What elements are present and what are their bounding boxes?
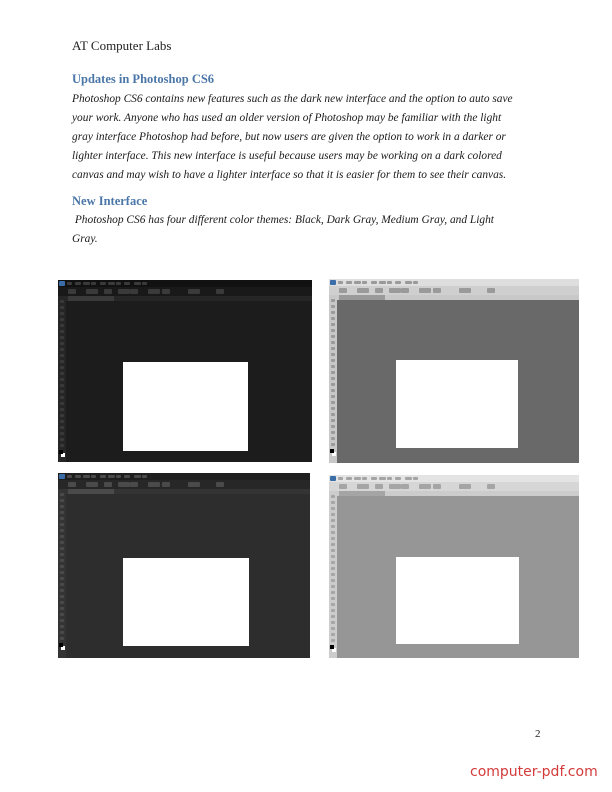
ps-tool-icon <box>331 299 335 302</box>
ps-menu-item <box>142 282 147 285</box>
ps-menu-item <box>354 281 361 284</box>
screenshot-light-gray-theme <box>329 279 579 463</box>
ps-tool-icon <box>331 525 335 528</box>
ps-menubar <box>58 473 310 480</box>
ps-option-control <box>118 482 130 487</box>
ps-tool-icon <box>331 627 335 630</box>
ps-options-bar <box>58 287 312 296</box>
ps-tool-icon <box>60 595 64 598</box>
paragraph-line: canvas and may wish to have a lighter interface so that it is easier for them to see their canvas. <box>72 169 507 181</box>
ps-tool-icon <box>331 341 335 344</box>
ps-option-control <box>375 484 383 489</box>
ps-tool-icon <box>331 495 335 498</box>
ps-tool-icon <box>60 312 64 315</box>
ps-tool-icon <box>60 577 64 580</box>
ps-menu-item <box>83 282 90 285</box>
ps-foreground-swatch <box>59 450 63 454</box>
ps-menu-item <box>338 281 343 284</box>
ps-tool-icon <box>331 519 335 522</box>
ps-menu-item <box>405 281 412 284</box>
ps-menu-item <box>124 475 130 478</box>
ps-tool-icon <box>331 579 335 582</box>
paragraph-line: gray interface Photoshop had before, but now users are given the option to work in a darker or <box>72 131 506 143</box>
ps-menu-item <box>75 282 81 285</box>
page-number: 2 <box>535 728 541 740</box>
ps-document-tab <box>339 295 385 300</box>
ps-option-control <box>104 482 112 487</box>
ps-menu-item <box>371 477 377 480</box>
ps-option-control <box>130 482 138 487</box>
ps-menu-item <box>116 282 121 285</box>
ps-tool-icon <box>331 431 335 434</box>
paragraph-line: Gray. <box>72 233 98 245</box>
ps-option-control <box>162 289 170 294</box>
ps-menu-item <box>142 475 147 478</box>
ps-logo-icon <box>59 474 65 479</box>
ps-option-control <box>401 288 409 293</box>
ps-tool-icon <box>60 378 64 381</box>
paragraph-line: lighter interface. This new interface is useful because users may be working on a dark colored <box>72 150 502 162</box>
ps-option-control <box>401 484 409 489</box>
ps-option-control <box>419 484 431 489</box>
ps-option-control <box>487 484 495 489</box>
ps-option-control <box>339 288 347 293</box>
ps-tool-icon <box>331 359 335 362</box>
ps-tool-icon <box>331 317 335 320</box>
ps-option-control <box>68 289 76 294</box>
screenshot-black-theme <box>58 280 312 462</box>
ps-menu-item <box>387 281 392 284</box>
ps-tool-icon <box>60 607 64 610</box>
ps-option-control <box>357 288 369 293</box>
ps-tool-icon <box>331 383 335 386</box>
ps-foreground-swatch <box>59 643 63 647</box>
ps-tool-icon <box>331 365 335 368</box>
ps-foreground-swatch <box>330 449 334 453</box>
ps-menu-item <box>346 477 352 480</box>
ps-menu-item <box>91 282 96 285</box>
ps-tool-icon <box>60 414 64 417</box>
ps-menu-item <box>405 477 412 480</box>
ps-toolbar <box>58 489 66 658</box>
ps-menubar <box>329 279 579 286</box>
ps-tool-icon <box>331 443 335 446</box>
paragraph-updates <box>72 90 542 185</box>
ps-option-control <box>148 482 160 487</box>
ps-tool-icon <box>60 420 64 423</box>
ps-tool-icon <box>331 389 335 392</box>
ps-tool-icon <box>331 425 335 428</box>
ps-tool-icon <box>331 413 335 416</box>
ps-option-control <box>375 288 383 293</box>
ps-menu-item <box>354 477 361 480</box>
ps-tool-icon <box>331 633 335 636</box>
ps-menu-item <box>413 477 418 480</box>
section-heading-new-interface: New Interface <box>72 194 148 208</box>
ps-tool-icon <box>331 329 335 332</box>
ps-tool-icon <box>60 523 64 526</box>
ps-option-control <box>433 288 441 293</box>
ps-tool-icon <box>331 507 335 510</box>
ps-tool-icon <box>60 589 64 592</box>
ps-tool-icon <box>331 597 335 600</box>
ps-tool-icon <box>331 603 335 606</box>
ps-menu-item <box>108 475 115 478</box>
ps-tool-icon <box>331 311 335 314</box>
ps-tool-icon <box>60 384 64 387</box>
ps-tool-icon <box>60 354 64 357</box>
ps-menu-item <box>134 282 141 285</box>
ps-tool-icon <box>331 537 335 540</box>
ps-canvas <box>396 360 518 448</box>
ps-tool-icon <box>331 323 335 326</box>
watermark: computer-pdf.com <box>470 764 598 780</box>
ps-tool-icon <box>331 585 335 588</box>
ps-option-control <box>216 289 224 294</box>
ps-tool-icon <box>331 513 335 516</box>
ps-tool-icon <box>331 335 335 338</box>
ps-tool-icon <box>60 360 64 363</box>
ps-menu-item <box>67 282 72 285</box>
ps-menu-item <box>395 477 401 480</box>
paragraph-line: your work. Anyone who has used an older version of Photoshop may be familiar with the light <box>72 112 502 124</box>
ps-tool-icon <box>331 621 335 624</box>
ps-tool-icon <box>60 402 64 405</box>
ps-canvas <box>123 362 248 451</box>
ps-tool-icon <box>60 336 64 339</box>
ps-tool-icon <box>60 493 64 496</box>
ps-tool-icon <box>331 371 335 374</box>
ps-tool-icon <box>60 547 64 550</box>
ps-options-bar <box>329 286 579 295</box>
ps-tool-icon <box>331 531 335 534</box>
ps-menu-item <box>91 475 96 478</box>
ps-logo-icon <box>330 476 336 481</box>
running-header: AT Computer Labs <box>72 38 172 53</box>
ps-logo-icon <box>59 281 65 286</box>
ps-option-control <box>130 289 138 294</box>
ps-tool-icon <box>60 408 64 411</box>
section-heading-updates: Updates in Photoshop CS6 <box>72 72 215 86</box>
ps-tool-icon <box>331 549 335 552</box>
ps-tool-icon <box>60 396 64 399</box>
ps-tool-icon <box>331 573 335 576</box>
ps-options-bar <box>58 480 310 489</box>
ps-tool-icon <box>60 300 64 303</box>
ps-option-control <box>216 482 224 487</box>
ps-option-control <box>459 484 471 489</box>
ps-tool-icon <box>331 609 335 612</box>
ps-tool-icon <box>331 395 335 398</box>
ps-tool-icon <box>60 541 64 544</box>
ps-option-control <box>104 289 112 294</box>
ps-canvas <box>396 557 519 644</box>
ps-option-control <box>86 289 98 294</box>
ps-tool-icon <box>60 529 64 532</box>
ps-foreground-swatch <box>330 645 334 649</box>
ps-menu-item <box>134 475 141 478</box>
ps-menu-item <box>395 281 401 284</box>
ps-menu-item <box>83 475 90 478</box>
ps-tool-icon <box>60 426 64 429</box>
ps-option-control <box>389 484 401 489</box>
ps-menu-item <box>346 281 352 284</box>
ps-toolbar <box>58 296 66 462</box>
paragraph-line: Photoshop CS6 has four different color themes: Black, Dark Gray, Medium Gray, and Light <box>72 214 494 226</box>
ps-tool-icon <box>331 501 335 504</box>
ps-tool-icon <box>60 505 64 508</box>
ps-tool-icon <box>60 571 64 574</box>
ps-option-control <box>357 484 369 489</box>
ps-tool-icon <box>60 342 64 345</box>
ps-option-control <box>433 484 441 489</box>
ps-menu-item <box>338 477 343 480</box>
ps-option-control <box>188 482 200 487</box>
ps-option-control <box>419 288 431 293</box>
ps-menu-item <box>362 477 367 480</box>
ps-menu-item <box>362 281 367 284</box>
screenshot-dark-gray-theme <box>58 473 310 658</box>
ps-menubar <box>329 475 579 482</box>
ps-tool-icon <box>60 535 64 538</box>
ps-menu-item <box>100 282 106 285</box>
ps-menu-item <box>379 281 386 284</box>
ps-logo-icon <box>330 280 336 285</box>
ps-menu-item <box>124 282 130 285</box>
ps-tool-icon <box>331 591 335 594</box>
ps-tool-icon <box>60 613 64 616</box>
ps-menu-item <box>116 475 121 478</box>
ps-tool-icon <box>60 565 64 568</box>
ps-option-control <box>86 482 98 487</box>
ps-tool-icon <box>331 437 335 440</box>
ps-tool-icon <box>60 372 64 375</box>
ps-document-tab <box>339 491 385 496</box>
ps-menu-item <box>371 281 377 284</box>
ps-tool-icon <box>331 407 335 410</box>
ps-tool-icon <box>60 631 64 634</box>
ps-tool-icon <box>60 348 64 351</box>
screenshot-medium-gray-theme <box>329 475 579 658</box>
ps-tool-icon <box>60 499 64 502</box>
ps-menu-item <box>379 477 386 480</box>
ps-tool-icon <box>60 559 64 562</box>
ps-tool-icon <box>331 543 335 546</box>
ps-document-tab <box>68 296 114 301</box>
ps-tool-icon <box>60 432 64 435</box>
ps-tool-icon <box>60 306 64 309</box>
ps-tool-icon <box>60 511 64 514</box>
ps-tool-icon <box>60 619 64 622</box>
paragraph-line: Photoshop CS6 contains new features such as the dark new interface and the option to auto save <box>72 93 513 105</box>
ps-tool-icon <box>60 366 64 369</box>
ps-toolbar <box>329 295 337 463</box>
ps-toolbar <box>329 491 337 658</box>
ps-tool-icon <box>60 324 64 327</box>
ps-tool-icon <box>331 615 335 618</box>
ps-tool-icon <box>331 377 335 380</box>
ps-option-control <box>459 288 471 293</box>
ps-tool-icon <box>60 390 64 393</box>
ps-option-control <box>389 288 401 293</box>
ps-menu-item <box>75 475 81 478</box>
paragraph-new-interface <box>72 211 542 249</box>
ps-option-control <box>162 482 170 487</box>
ps-document-tab <box>68 489 114 494</box>
ps-option-control <box>118 289 130 294</box>
ps-tool-icon <box>60 318 64 321</box>
ps-tool-icon <box>60 438 64 441</box>
ps-tool-icon <box>331 347 335 350</box>
ps-tool-icon <box>60 583 64 586</box>
ps-option-control <box>487 288 495 293</box>
ps-tool-icon <box>331 561 335 564</box>
ps-menu-item <box>387 477 392 480</box>
ps-option-control <box>148 289 160 294</box>
ps-tool-icon <box>60 517 64 520</box>
ps-tool-icon <box>60 601 64 604</box>
ps-tool-icon <box>331 567 335 570</box>
ps-option-control <box>339 484 347 489</box>
ps-menu-item <box>108 282 115 285</box>
ps-tool-icon <box>331 419 335 422</box>
ps-canvas <box>123 558 249 646</box>
ps-tool-icon <box>331 305 335 308</box>
ps-option-control <box>188 289 200 294</box>
ps-menu-item <box>67 475 72 478</box>
ps-tool-icon <box>60 637 64 640</box>
ps-tool-icon <box>331 639 335 642</box>
ps-tool-icon <box>60 444 64 447</box>
ps-options-bar <box>329 482 579 491</box>
ps-option-control <box>68 482 76 487</box>
ps-menu-item <box>413 281 418 284</box>
ps-tool-icon <box>331 555 335 558</box>
ps-menu-item <box>100 475 106 478</box>
ps-tool-icon <box>331 401 335 404</box>
ps-menubar <box>58 280 312 287</box>
ps-tool-icon <box>60 625 64 628</box>
ps-tool-icon <box>331 353 335 356</box>
ps-tool-icon <box>60 330 64 333</box>
ps-tool-icon <box>60 553 64 556</box>
